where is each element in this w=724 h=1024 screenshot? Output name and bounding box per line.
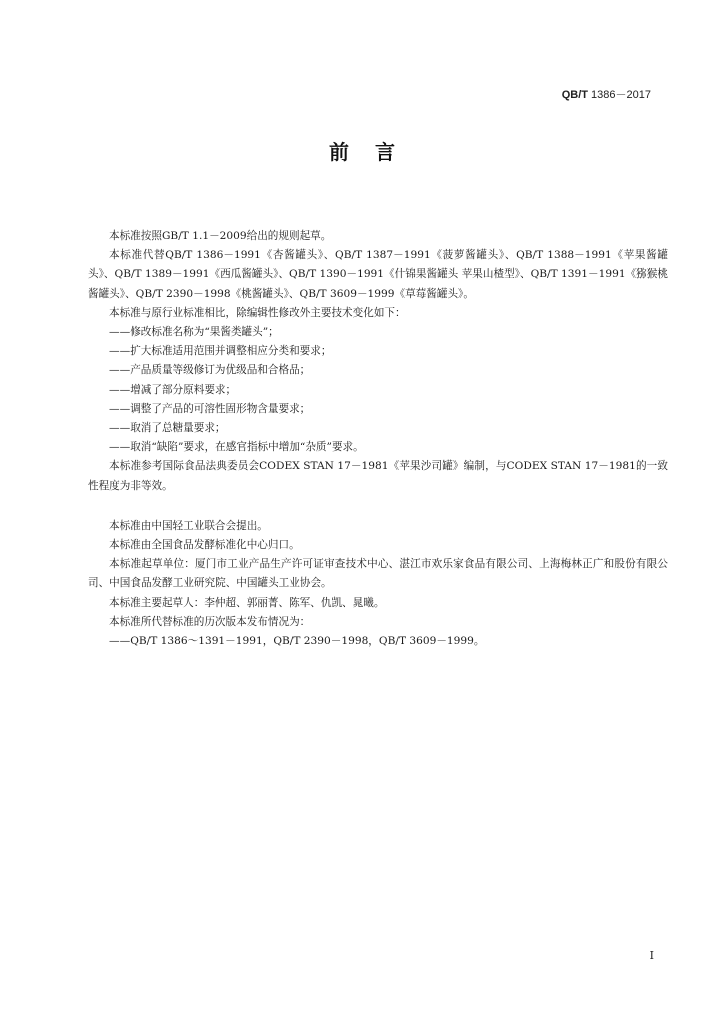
standard-code-prefix: QB/T [561, 89, 588, 101]
paragraph-drafting-units: 本标准起草单位：厦门市工业产品生产许可证审查技术中心、湛江市欢乐家食品有限公司、上海梅林正广和股份有限公司、中国食品发酵工业研究院、中国罐头工业协会。 [88, 558, 668, 590]
paragraph-administered-by: 本标准由全国食品发酵标准化中心归口。 [109, 539, 300, 552]
list-item-change: ——调整了产品的可溶性固形物含量要求； [109, 402, 311, 415]
list-item-change: ——扩大标准适用范围并调整相应分类和要求； [109, 345, 332, 358]
spacer [88, 496, 668, 517]
standard-code [562, 86, 651, 102]
document-body [88, 227, 668, 651]
page-title: 前言 [329, 140, 421, 164]
list-item-change: ——增减了部分原料要求； [109, 383, 237, 396]
paragraph-history-intro: 本标准所代替标准的历次版本发布情况为： [109, 615, 311, 628]
list-item-history: ——QB/T 1386～1391－1991，QB/T 2390－1998，QB/T 3609－1999。 [109, 635, 485, 648]
list-item-change: ——取消“缺陷”要求，在感官指标中增加“杂质”要求。 [109, 441, 364, 454]
standard-code-number: 1386－2017 [591, 89, 651, 101]
list-item-change: ——修改标准名称为“果酱类罐头”； [109, 326, 279, 339]
paragraph-changes-intro: 本标准与原行业标准相比，除编辑性修改外主要技术变化如下： [109, 306, 406, 319]
list-item-change: ——取消了总糖量要求； [109, 422, 226, 435]
paragraph-drafters: 本标准主要起草人：李仲超、郭丽菁、陈军、仇凯、晁曦。 [109, 596, 385, 609]
page-number: I [649, 949, 654, 962]
paragraph-proposed-by: 本标准由中国轻工业联合会提出。 [109, 519, 268, 532]
paragraph-reference-codex: 本标准参考国际食品法典委员会CODEX STAN 17－1981《苹果沙司罐》编制，与CODEX STAN 17－1981的一致性程度为非等效。 [88, 460, 668, 492]
list-item-change: ——产品质量等级修订为优级品和合格品； [109, 364, 311, 377]
paragraph-drafting-rules: 本标准按照GB/T 1.1－2009给出的规则起草。 [109, 230, 332, 242]
paragraph-replaced-standards: 本标准代替QB/T 1386－1991《杏酱罐头》、QB/T 1387－1991《菠萝酱罐头》、QB/T 1388－1991《苹果酱罐头》、QB/T 1389－1991《西瓜酱罐头》、QB/T 1390－1991《什锦果酱罐头 苹果山楂型》、QB/T 1391－1991《猕猴桃酱罐头》、QB/T 2390－1998《桃酱罐头》、QB/T 3609－1999《草莓酱罐头》。 [88, 249, 668, 300]
